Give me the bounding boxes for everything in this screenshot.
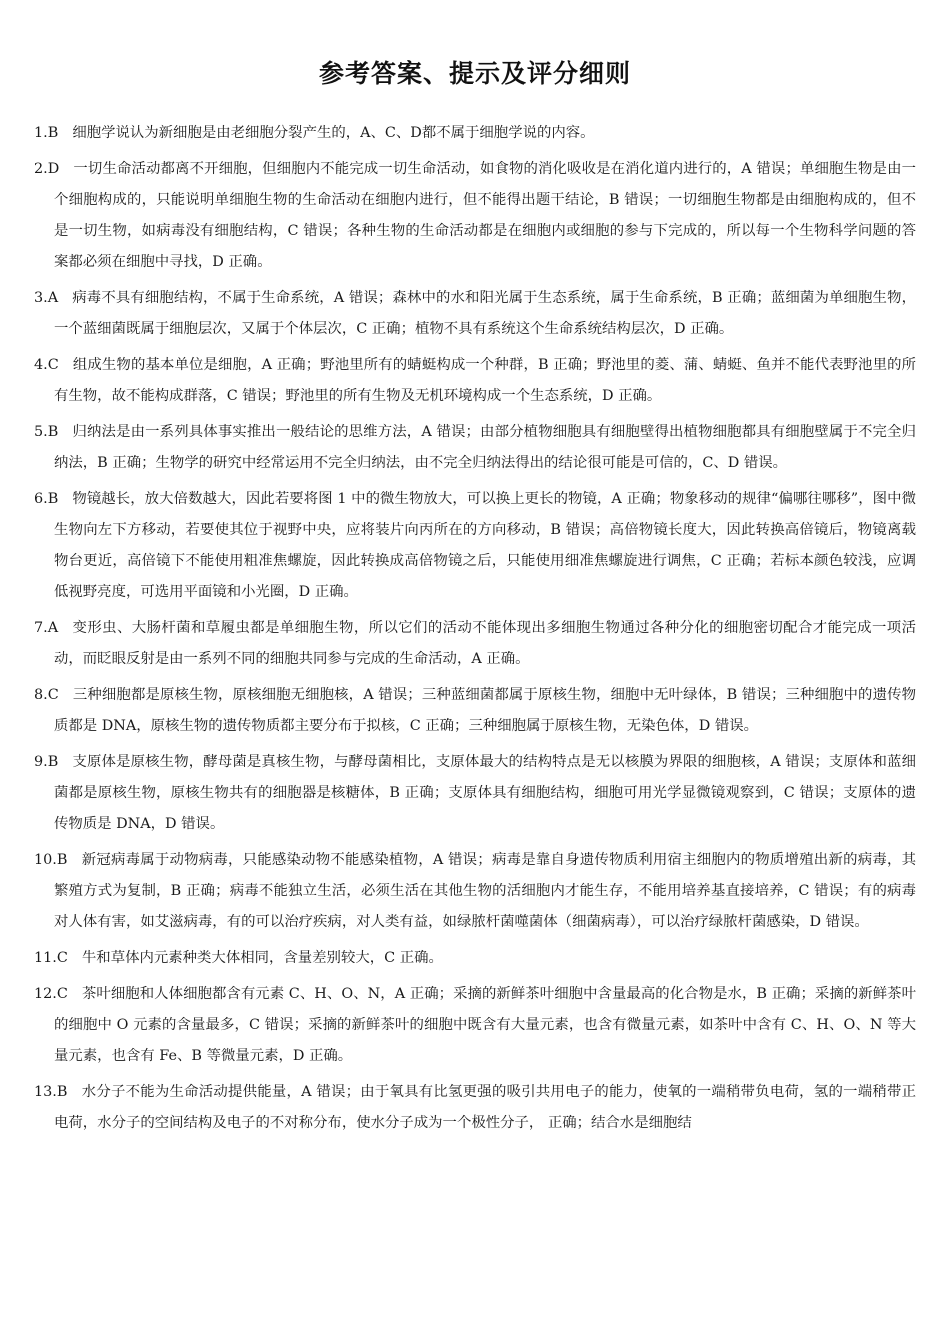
answer-choice: A	[47, 620, 59, 636]
answer-explanation: 细胞学说认为新细胞是由老细胞分裂产生的，A、C、D都不属于细胞学说的内容。	[72, 125, 595, 141]
answer-number: 1.	[34, 125, 48, 141]
answer-explanation: 水分子不能为生命活动提供能量，A 错误；由于氧具有比氢更强的吸引共用电子的能力，使氧的一端稍带负电荷，氢的一端稍带正电荷，水分子的空间结构及电子的不对称分布，使水分子成为一个极性分子， 正确；结合水是细胞结	[54, 1084, 916, 1131]
answer-explanation: 变形虫、大肠杆菌和草履虫都是单细胞生物，所以它们的活动不能体现出多细胞生物通过各种分化的细胞密切配合才能完成一项活动，而眨眼反射是由一系列不同的细胞共同参与完成的生命活动，A 正确。	[54, 620, 916, 667]
answer-choice: B	[56, 1084, 68, 1100]
answer-item-5	[34, 417, 916, 479]
answer-number: 10.	[34, 852, 57, 868]
answer-choice: B	[47, 125, 59, 141]
answer-explanation: 三种细胞都是原核生物，原核细胞无细胞核，A 错误；三种蓝细菌都属于原核生物，细胞中无叶绿体，B 错误；三种细胞中的遗传物质都是 DNA，原核生物的遗传物质都主要分布于拟核，C 正确；三种细胞属于原核生物，无染色体，D 错误。	[54, 687, 916, 734]
answer-choice: C	[47, 357, 59, 373]
answer-explanation: 组成生物的基本单位是细胞，A 正确；野池里所有的蜻蜓构成一个种群，B 正确；野池里的菱、蒲、蜻蜓、鱼并不能代表野池里的所有生物，故不能构成群落，C 错误；野池里的所有生物及无机环境构成一个生态系统，D 正确。	[54, 357, 916, 404]
answer-item-9	[34, 747, 916, 840]
answer-choice: C	[56, 950, 68, 966]
answer-item-4	[34, 350, 916, 412]
answer-item-7	[34, 613, 916, 675]
answer-number: 5.	[34, 424, 48, 440]
answer-explanation: 物镜越长，放大倍数越大，因此若要将图 1 中的微生物放大，可以换上更长的物镜，A 正确；物象移动的规律“偏哪往哪移”，图中微生物向左下方移动，若要使其位于视野中央，应将装片向丙所在的方向移动，B 错误；高倍物镜长度大，因此转换高倍镜后，物镜离载物台更近，高倍镜下不能使用粗准焦螺旋，因此转换成高倍物镜之后，只能使用细准焦螺旋进行调焦，C 正确；若标本颜色较浅，应调低视野亮度，可选用平面镜和小光圈，D 正确。	[54, 491, 916, 600]
answer-choice: B	[47, 424, 59, 440]
answer-item-3	[34, 283, 916, 345]
answer-choice: D	[47, 161, 60, 177]
answer-number: 2.	[34, 161, 48, 177]
answer-choice: C	[47, 687, 59, 703]
answer-item-8	[34, 680, 916, 742]
answer-item-11	[34, 943, 916, 974]
answer-explanation: 病毒不具有细胞结构，不属于生命系统，A 错误；森林中的水和阳光属于生态系统，属于生命系统，B 正确；蓝细菌为单细胞生物，一个蓝细菌既属于细胞层次，又属于个体层次，C 正确；植物不具有系统这个生命系统结构层次，D 正确。	[54, 290, 916, 337]
answer-number: 3.	[34, 290, 48, 306]
answer-explanation: 茶叶细胞和人体细胞都含有元素 C、H、O、N，A 正确；采摘的新鲜茶叶细胞中含量最高的化合物是水，B 正确；采摘的新鲜茶叶的细胞中 O 元素的含量最多，C 错误；采摘的新鲜茶叶的细胞中既含有大量元素，也含有微量元素，如茶叶中含有 C、H、O、N 等大量元素，也含有 Fe、B 等微量元素，D 正确。	[54, 986, 916, 1064]
answer-explanation: 归纳法是由一系列具体事实推出一般结论的思维方法，A 错误；由部分植物细胞具有细胞壁得出植物细胞都具有细胞壁属于不完全归纳法，B 正确；生物学的研究中经常运用不完全归纳法，由不完全归纳法得出的结论很可能是可信的，C、D 错误。	[54, 424, 916, 471]
answer-choice: C	[56, 986, 68, 1002]
answer-choice: B	[56, 852, 68, 868]
answer-explanation: 新冠病毒属于动物病毒，只能感染动物不能感染植物，A 错误；病毒是靠自身遗传物质利用宿主细胞内的物质增殖出新的病毒，其繁殖方式为复制，B 正确；病毒不能独立生活，必须生活在其他生物的活细胞内才能生存，不能用培养基直接培养，C 错误；有的病毒对人体有害，如艾滋病毒，有的可以治疗疾病，对人类有益，如绿脓杆菌噬菌体（细菌病毒），可以治疗绿脓杆菌感染，D 错误。	[54, 852, 916, 930]
answer-number: 7.	[34, 620, 48, 636]
answer-item-1	[34, 118, 916, 149]
answer-choice: B	[47, 491, 59, 507]
answer-number: 12.	[34, 986, 57, 1002]
answer-number: 9.	[34, 754, 48, 770]
answer-number: 11.	[34, 950, 57, 966]
page-title: 参考答案、提示及评分细则	[318, 59, 631, 88]
answer-choice: A	[47, 290, 59, 306]
answer-item-6	[34, 484, 916, 608]
answer-explanation: 支原体是原核生物，酵母菌是真核生物，与酵母菌相比，支原体最大的结构特点是无以核膜为界限的细胞核，A 错误；支原体和蓝细菌都是原核生物，原核生物共有的细胞器是核糖体，B 正确；支原体具有细胞结构，细胞可用光学显微镜观察到，C 错误；支原体的遗传物质是 DNA，D 错误。	[54, 754, 916, 832]
answer-number: 6.	[34, 491, 48, 507]
answer-item-2	[34, 154, 916, 278]
answer-item-13	[34, 1077, 916, 1139]
answer-explanation: 一切生命活动都离不开细胞，但细胞内不能完成一切生命活动，如食物的消化吸收是在消化道内进行的，A 错误；单细胞生物是由一个细胞构成的，只能说明单细胞生物的生命活动在细胞内进行，但不能得出题干结论，B 错误；一切细胞生物都是由细胞构成的，但不是一切生物，如病毒没有细胞结构，C 错误；各种生物的生命活动都是在细胞内或细胞的参与下完成的，所以每一个生物科学问题的答案都必须在细胞中寻找，D 正确。	[54, 161, 916, 270]
answer-number: 13.	[34, 1084, 57, 1100]
answer-item-12	[34, 979, 916, 1072]
answer-explanation: 牛和草体内元素种类大体相同，含量差别较大，C 正确。	[81, 950, 443, 966]
answer-item-10	[34, 845, 916, 938]
answer-number: 4.	[34, 357, 48, 373]
answer-number: 8.	[34, 687, 48, 703]
answer-choice: B	[47, 754, 59, 770]
answer-list	[34, 118, 916, 1139]
